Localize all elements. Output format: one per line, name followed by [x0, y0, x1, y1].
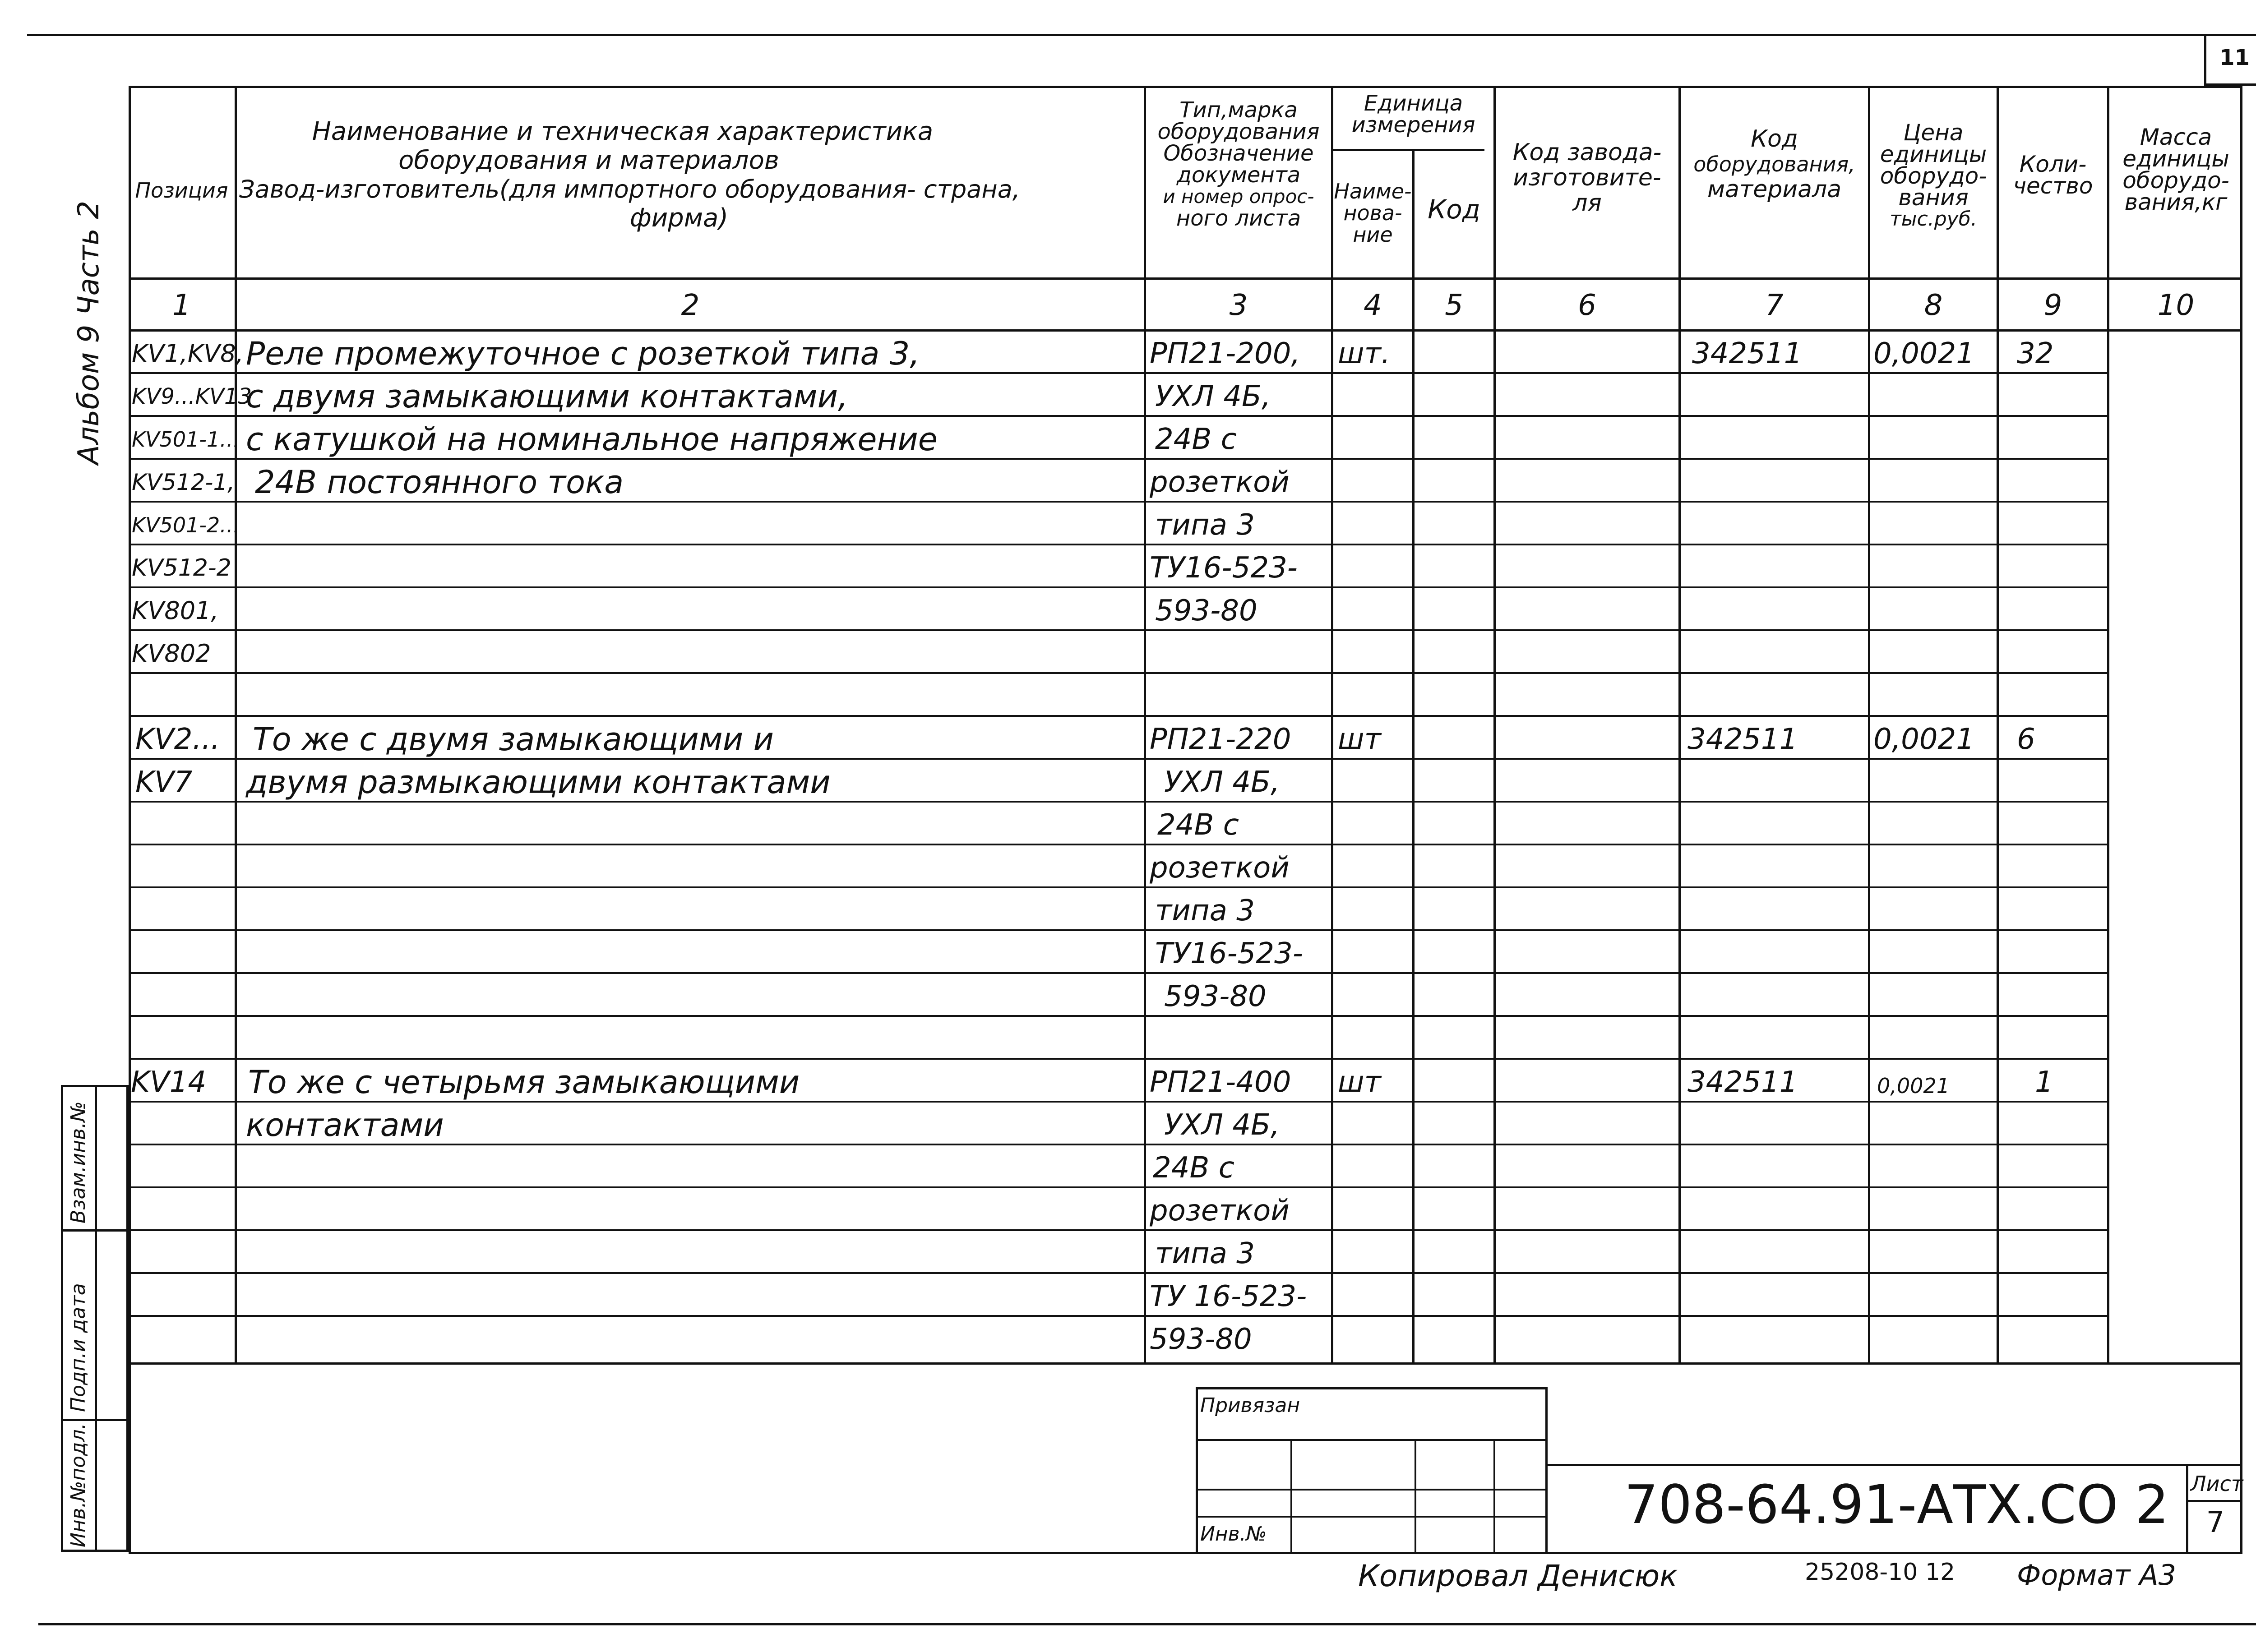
top-rule — [27, 34, 2256, 36]
row-type: 24В с — [1157, 808, 1239, 842]
sheet-label: Лист — [2191, 1472, 2243, 1496]
row-type: РП21-200, — [1150, 337, 1300, 370]
row-position: KV501-1... — [132, 427, 240, 452]
row-unit: шт — [1338, 1066, 1381, 1099]
row-type: розеткой — [1150, 466, 1290, 499]
row-position: KV7 — [135, 766, 193, 799]
colnum-2: 2 — [681, 289, 700, 322]
row-position: KV9...KV13 — [132, 384, 252, 409]
row-type: ТУ 16-523- — [1150, 1280, 1307, 1313]
row-name: с двумя замыкающими контактами, — [246, 378, 848, 415]
row-type: розеткой — [1150, 851, 1290, 885]
colnum-10: 10 — [2157, 289, 2195, 322]
colnum-1: 1 — [172, 289, 191, 322]
row-name: контактами — [246, 1107, 444, 1144]
colnum-9: 9 — [2043, 289, 2062, 322]
row-name: 24В постоянного тока — [255, 464, 624, 501]
header-equipment-code: Код оборудования, материала — [1693, 125, 1855, 203]
row-name: с катушкой на номинальное напряжение — [246, 421, 938, 458]
row-type: типа 3 — [1155, 894, 1255, 928]
row-type: ТУ16-523- — [1155, 937, 1303, 970]
header-bottom-line — [129, 277, 2242, 280]
header-name: Наименование и техническая характеристика оборудования и материалов Завод-изготовитель(для импортного оборудования- страна, фирма) — [239, 117, 1020, 233]
row-type: УХЛ 4Б, — [1155, 380, 1271, 413]
row-name: То же с двумя замыкающими и — [253, 721, 774, 758]
row-name: То же с четырьмя замыкающими — [248, 1064, 800, 1101]
colnum-5: 5 — [1445, 289, 1463, 322]
row-price: 0,0021 — [1873, 337, 1974, 370]
header-factory-code: Код завода- изготовите- ля — [1512, 139, 1662, 217]
row-type: типа 3 — [1155, 508, 1255, 542]
row-type: 24В с — [1155, 423, 1237, 456]
colnum-6: 6 — [1578, 289, 1596, 322]
row-type: розеткой — [1150, 1194, 1290, 1227]
row-type: 593-80 — [1150, 1323, 1252, 1356]
header-unit-name: Наиме- нова- ние — [1334, 179, 1412, 247]
page-number-box — [2204, 36, 2256, 86]
side-stamp-sign: Подп.и дата — [67, 1283, 90, 1412]
row-price: 0,0021 — [1877, 1074, 1950, 1098]
colnum-3: 3 — [1229, 289, 1248, 322]
row-type: РП21-220 — [1150, 723, 1291, 756]
side-label: Альбом 9 Часть 2 — [72, 200, 106, 465]
row-position: KV501-2... — [132, 513, 240, 537]
row-name: Реле промежуточное с розеткой типа 3, — [246, 335, 920, 372]
header-mass: Масса единицы оборудо- вания,кг — [2122, 124, 2229, 215]
side-stamp-inv: Инв.№подл. — [67, 1423, 90, 1547]
sheet-number: 7 — [2206, 1506, 2225, 1539]
row-quantity: 6 — [2017, 723, 2035, 756]
colnum-bottom-line — [129, 329, 2242, 332]
row-type: УХЛ 4Б, — [1164, 766, 1280, 799]
row-equipment-code: 342511 — [1692, 337, 1803, 370]
row-type: УХЛ 4Б, — [1164, 1108, 1280, 1142]
row-unit: шт. — [1338, 337, 1391, 370]
row-unit: шт — [1338, 723, 1381, 756]
row-equipment-code: 342511 — [1687, 723, 1798, 756]
stamp-privyazan: Привязан — [1200, 1394, 1300, 1417]
colnum-4: 4 — [1364, 289, 1382, 322]
copied-by: Копировал Денисюк — [1358, 1559, 1678, 1593]
header-unit-group: Единица измерения — [1351, 91, 1475, 138]
side-stamp-replace: Взам.инв.№ — [67, 1101, 90, 1223]
row-position: KV512-2 — [132, 554, 231, 581]
row-position: KV802 — [132, 639, 211, 668]
row-position: KV14 — [131, 1066, 207, 1099]
row-quantity: 32 — [2017, 337, 2054, 370]
row-name: двумя размыкающими контактами — [246, 764, 831, 801]
page-number: 11 — [2219, 45, 2250, 70]
colnum-8: 8 — [1924, 289, 1943, 322]
header-price: Цена единицы оборудо- вания тыс.руб. — [1880, 120, 1987, 231]
row-position: KV2... — [135, 723, 220, 756]
format-label: Формат А3 — [2017, 1559, 2177, 1592]
header-position: Позиция — [135, 178, 228, 203]
row-equipment-code: 342511 — [1687, 1066, 1798, 1099]
header-type: Тип,марка оборудования Обозначение документа и номер опрос- ного листа — [1157, 97, 1320, 231]
row-type: 24В с — [1153, 1151, 1234, 1185]
document-code: 708-64.91-АТХ.СО 2 — [1624, 1473, 2169, 1536]
row-type: 593-80 — [1164, 980, 1267, 1013]
row-type: 593-80 — [1155, 594, 1257, 628]
bottom-rule — [38, 1623, 2256, 1625]
header-quantity: Коли- чество — [2013, 151, 2093, 199]
row-position: KV512-1, — [132, 469, 235, 495]
header-unit-code: Код — [1428, 194, 1480, 225]
row-price: 0,0021 — [1873, 723, 1974, 756]
row-type: РП21-400 — [1150, 1066, 1291, 1099]
row-quantity: 1 — [2035, 1066, 2053, 1099]
row-position: KV1,KV8, — [132, 339, 244, 368]
row-position: KV801, — [132, 596, 219, 625]
order-number: 25208-10 12 — [1805, 1559, 1956, 1586]
colnum-7: 7 — [1765, 289, 1784, 322]
row-type: ТУ16-523- — [1150, 551, 1298, 585]
stamp-inv-no: Инв.№ — [1200, 1523, 1267, 1546]
row-type: типа 3 — [1155, 1237, 1255, 1270]
